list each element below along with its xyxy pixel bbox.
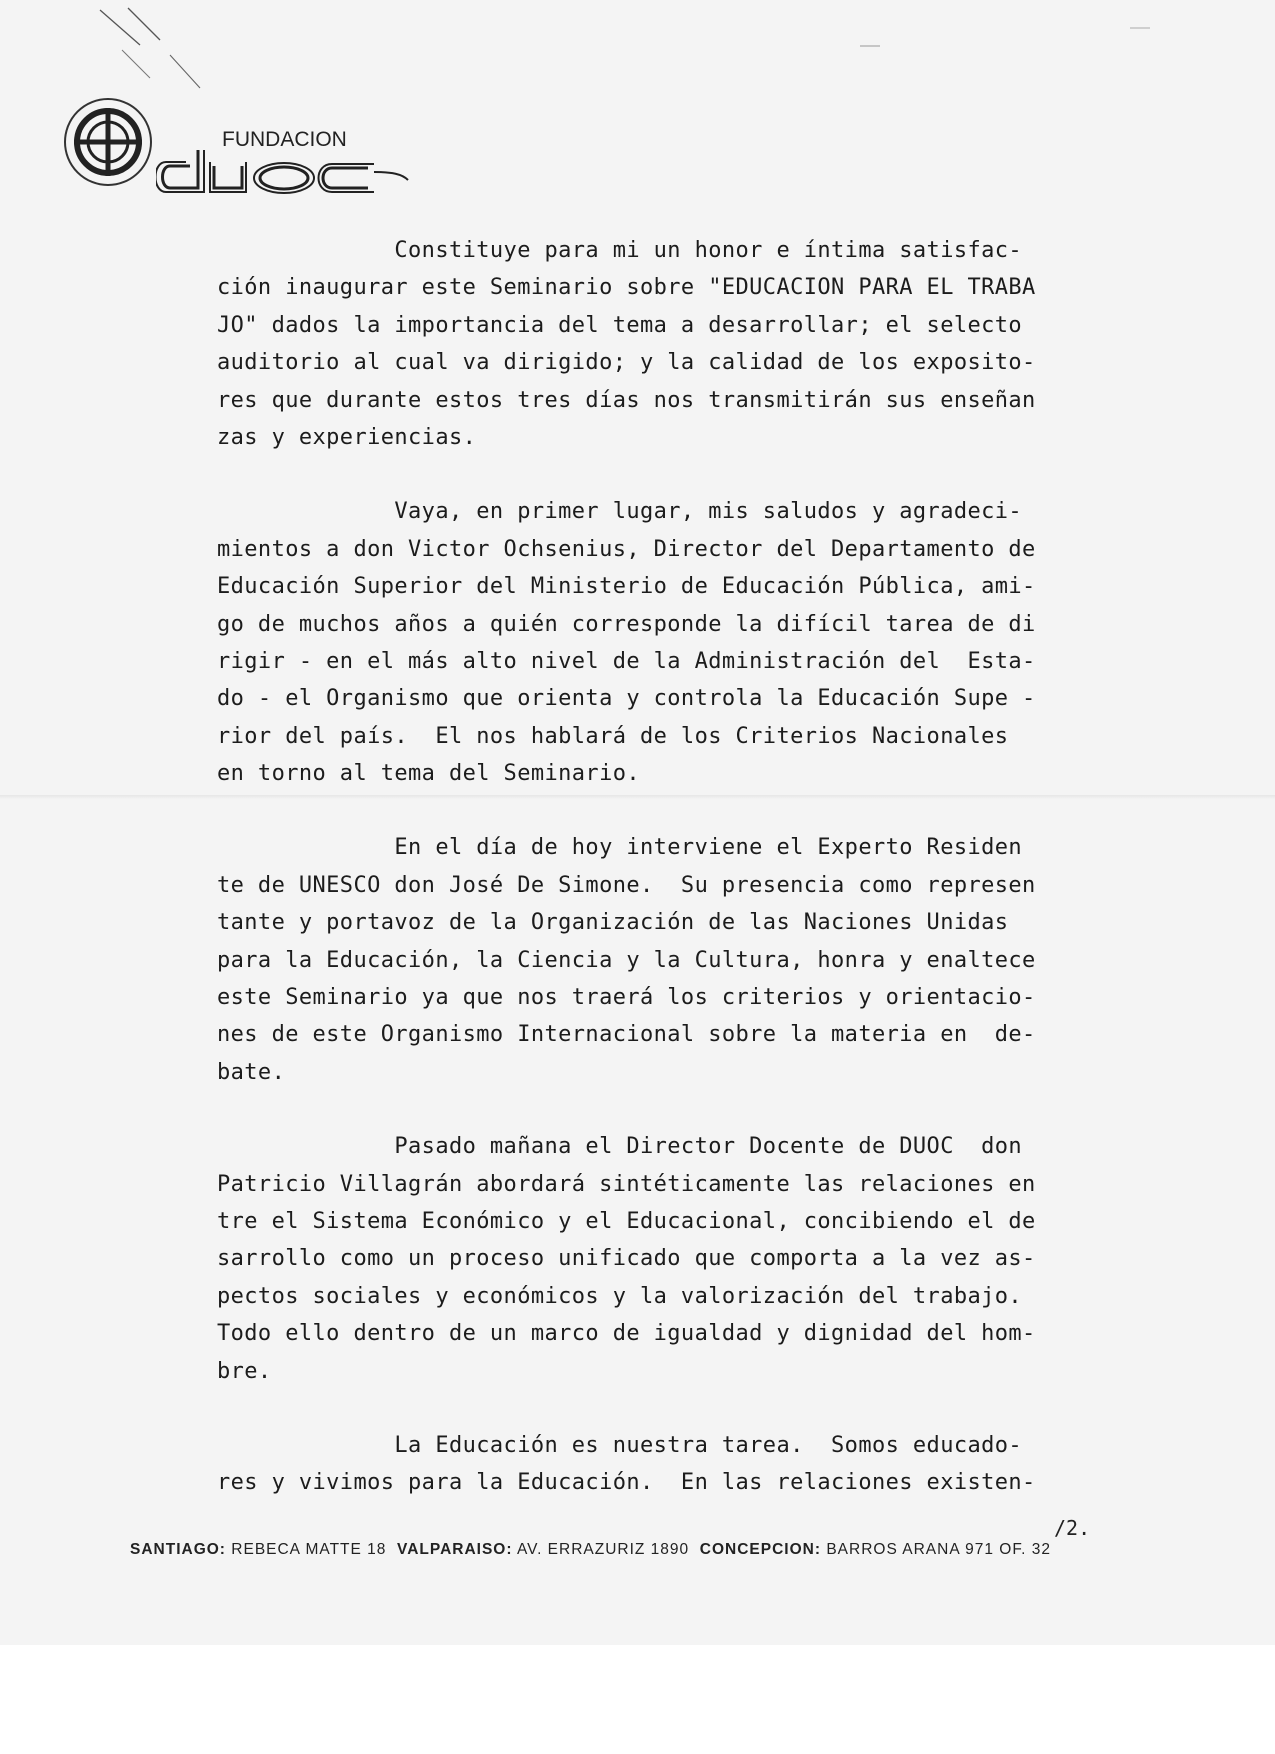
text-line: auditorio al cual va dirigido; y la calidad de los exposito- <box>217 350 1036 376</box>
text-line: este Seminario ya que nos traerá los criterios y orientacio- <box>217 985 1036 1011</box>
text-line: Patricio Villagrán abordará sintéticamente las relaciones en <box>217 1171 1036 1197</box>
paragraph-2 <box>217 493 1117 792</box>
text-line: tante y portavoz de la Organización de las Naciones Unidas <box>217 910 1009 936</box>
paper-fold-line <box>0 795 1275 799</box>
paragraph-5 <box>217 1427 1117 1502</box>
paragraph-1 <box>217 232 1117 456</box>
text-line: JO" dados la importancia del tema a desarrollar; el selecto <box>217 312 1023 338</box>
text-line: Todo ello dentro de un marco de igualdad y dignidad del hom- <box>217 1321 1036 1347</box>
paragraph-3 <box>217 829 1117 1091</box>
logo-org-label: FUNDACION <box>222 128 347 151</box>
text-line: nes de este Organismo Internacional sobre la materia en de- <box>217 1022 1036 1048</box>
emblem-icon <box>62 94 154 190</box>
fundacion-duoc-logo <box>62 94 412 204</box>
text-line: Educación Superior del Ministerio de Educación Pública, ami- <box>217 574 1036 600</box>
text-line: rior del país. El nos hablará de los Criterios Nacionales <box>217 723 1009 749</box>
text-line: res y vivimos para la Educación. En las relaciones existen- <box>217 1470 1036 1496</box>
text-line: bate. <box>217 1059 286 1085</box>
text-line: go de muchos años a quién corresponde la difícil tarea de di <box>217 611 1036 637</box>
page-number: /2. <box>1054 1516 1091 1540</box>
letter-body <box>217 232 1117 1539</box>
text-line: res que durante estos tres días nos transmitirán sus enseñan <box>217 387 1036 413</box>
footer-santiago-label: SANTIAGO: <box>130 1541 226 1558</box>
text-line: Vaya, en primer lugar, mis saludos y agradeci- <box>217 499 1023 525</box>
text-line: sarrollo como un proceso unificado que comporta a la vez as- <box>217 1246 1036 1272</box>
footer-valparaiso-label: VALPARAISO: <box>397 1541 513 1558</box>
text-line: La Educación es nuestra tarea. Somos educado- <box>217 1432 1023 1458</box>
text-line: do - el Organismo que orienta y controla la Educación Supe - <box>217 686 1036 712</box>
text-line: bre. <box>217 1358 272 1384</box>
text-line: rigir - en el más alto nivel de la Administración del Esta- <box>217 648 1036 674</box>
scan-margin <box>0 1645 1275 1754</box>
address-footer <box>130 1541 1130 1559</box>
footer-santiago-address: REBECA MATTE 18 <box>231 1541 387 1558</box>
text-line: tre el Sistema Económico y el Educacional, concibiendo el de <box>217 1208 1036 1234</box>
text-line: ción inaugurar este Seminario sobre "EDUCACION PARA EL TRABA <box>217 275 1036 301</box>
text-line: zas y experiencias. <box>217 424 477 450</box>
footer-valparaiso-address: AV. ERRAZURIZ 1890 <box>516 1541 690 1558</box>
text-line: te de UNESCO don José De Simone. Su presencia como represen <box>217 872 1036 898</box>
text-line: para la Educación, la Ciencia y la Cultura, honra y enaltece <box>217 947 1036 973</box>
text-line: mientos a don Victor Ochsenius, Director del Departamento de <box>217 536 1036 562</box>
text-line: en torno al tema del Seminario. <box>217 761 640 787</box>
text-line: pectos sociales y económicos y la valorización del trabajo. <box>217 1283 1023 1309</box>
footer-concepcion-label: CONCEPCION: <box>699 1541 822 1558</box>
duoc-wordmark-icon <box>156 144 412 194</box>
footer-concepcion-address: BARROS ARANA 971 OF. 32 <box>826 1541 1051 1558</box>
paragraph-4 <box>217 1128 1117 1390</box>
text-line: Constituye para mi un honor e íntima satisfac- <box>217 238 1023 263</box>
text-line: En el día de hoy interviene el Experto Residen <box>217 835 1023 861</box>
text-line: Pasado mañana el Director Docente de DUOC don <box>217 1134 1023 1160</box>
